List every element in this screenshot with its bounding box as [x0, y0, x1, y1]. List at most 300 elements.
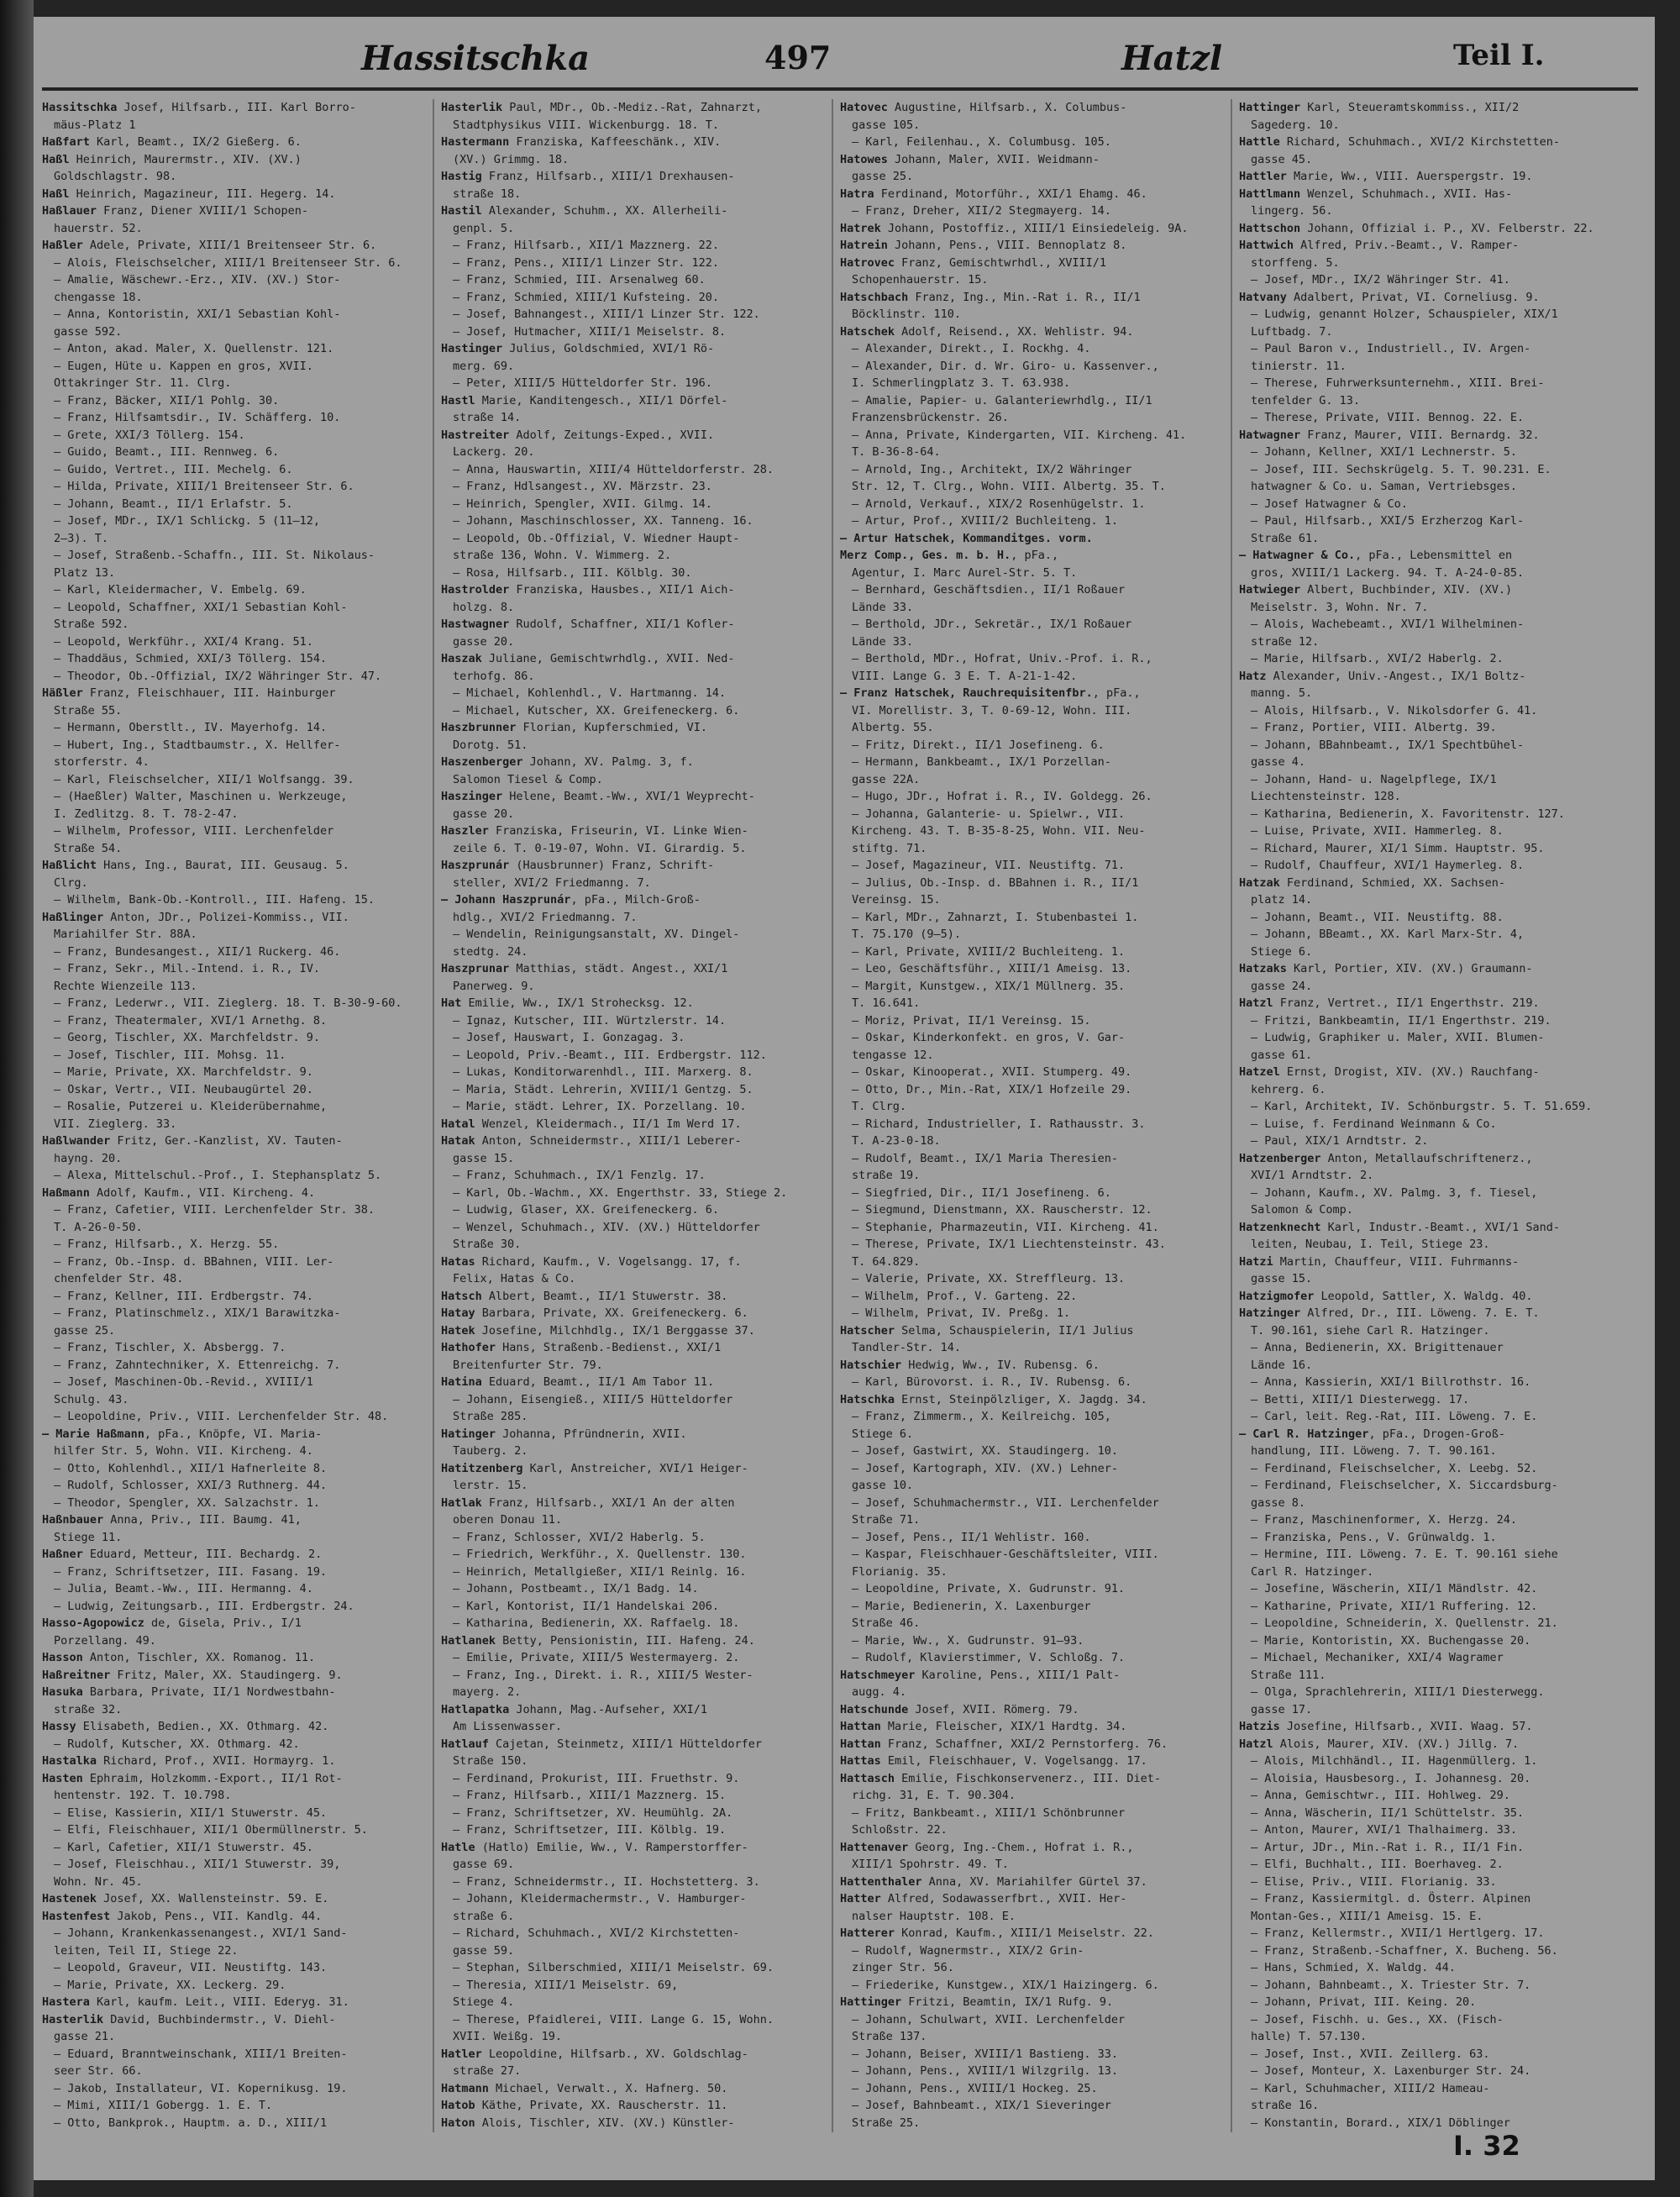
directory-entry-line: [441, 1081, 819, 1099]
entry-details: Goldschlagstr. 98.: [54, 170, 177, 183]
entry-details: Lände 16.: [1251, 1358, 1313, 1372]
entry-details: Porzellang. 49.: [54, 1633, 156, 1648]
entry-details: gasse 59.: [453, 1943, 515, 1958]
directory-entry-line: [840, 1185, 1218, 1202]
directory-entry-line: [1239, 2097, 1625, 2115]
directory-entry-line: [42, 1598, 420, 1616]
directory-entry-line: [1239, 1787, 1625, 1805]
directory-entry: [1239, 1718, 1625, 1736]
directory-entry-line: [441, 1185, 819, 1202]
entry-surname: Hastenek: [42, 1892, 97, 1905]
entry-details: — Anna, Gemischtwr., III. Hohlweg. 29.: [1251, 1789, 1510, 1802]
directory-entry-line: [1239, 2046, 1625, 2063]
directory-entry: [840, 255, 1218, 272]
directory-entry-line: [42, 668, 420, 686]
entry-details: manng. 5.: [1251, 686, 1313, 700]
entry-details: — Friedrich, Werkführ., X. Quellenstr. 130.: [453, 1548, 747, 1561]
directory-entry: [441, 1254, 819, 1271]
directory-entry-line: [441, 496, 819, 513]
directory-entry-line: [1239, 1667, 1625, 1685]
directory-entry-line: [840, 461, 1218, 479]
directory-entry: [441, 2115, 819, 2132]
directory-entry-line: [441, 2131, 819, 2132]
directory-entry-line: [441, 1408, 819, 1426]
directory-entry-line: [1239, 737, 1625, 754]
entry-details: Paul, MDr., Ob.-Mediz.-Rat, Zahnarzt,: [502, 101, 763, 114]
directory-entry: [1239, 220, 1625, 238]
entry-details: Heinrich, Magazineur, III. Hegerg. 14.: [69, 187, 336, 201]
entry-details: — Grete, XXI/3 Töllerg. 154.: [54, 428, 245, 442]
directory-entry: [42, 1649, 420, 1667]
entry-details: — Hermann, Oberstlt., IV. Mayerhofg. 14.: [54, 721, 328, 734]
entry-surname: Haßfart: [42, 135, 90, 149]
directory-entry-line: [42, 1029, 420, 1047]
entry-details: gasse 22A.: [852, 772, 921, 786]
directory-page: [34, 17, 1655, 2180]
entry-details: — Josef, Schuhmachermstr., VII. Lerchenfelder: [852, 1495, 1159, 1510]
entry-details: — Johann, Eisengieß., XIII/5 Hütteldorfer: [453, 1392, 733, 1406]
entry-details: — Karl, Fleischselcher, XII/1 Wolfsangg. 39.: [54, 772, 354, 786]
entry-surname: Hastrolder: [441, 583, 510, 597]
directory-entry: [441, 1426, 819, 1443]
directory-entry-line: [441, 255, 819, 272]
entry-details: mäus-Platz 1: [54, 118, 136, 132]
directory-entry-line: [42, 2028, 420, 2046]
entry-details: — Franz, Schuhmach., IX/1 Fenzlg. 17.: [453, 1169, 706, 1182]
directory-entry-line: [441, 702, 819, 720]
entry-details: Straße 61.: [1251, 531, 1320, 545]
directory-entry-line: [1239, 1701, 1625, 1719]
entry-surname: — Artur Hatschek, Kommanditges. vorm.: [840, 531, 1093, 545]
directory-entry: [441, 99, 819, 117]
entry-details: — Franz, Zimmerm., X. Keilreichg. 105,: [852, 1410, 1111, 1423]
entry-details: — Franz, Kassiermitgl. d. Österr. Alpinen: [1251, 1892, 1531, 1905]
directory-entry-line: [840, 1254, 1218, 1271]
entry-details: storffeng. 5.: [1251, 255, 1340, 270]
entry-details: Stiege 11.: [54, 1530, 123, 1544]
entry-surname: Hatzenknecht: [1239, 1220, 1321, 1234]
directory-entry-line: [1239, 1856, 1625, 1874]
directory-entry: [441, 1116, 819, 1133]
entry-details: — Berthold, JDr., Sekretär., IX/1 Roßauer: [852, 618, 1132, 631]
entry-details: — Franz, Pens., XIII/1 Linzer Str. 122.: [453, 255, 719, 270]
directory-entry-line: [1239, 1339, 1625, 1357]
entry-details: — Franz, Bundesangest., XII/1 Ruckerg. 46.: [54, 944, 341, 959]
directory-entry: [42, 2011, 420, 2029]
directory-entry-line: [1239, 2028, 1625, 2046]
adjacent-page-edge: [0, 0, 34, 2197]
entry-details: — Johann, Beamt., II/1 Erlafstr. 5.: [54, 497, 293, 511]
entry-details: Barbara, Private, II/1 Nordwestbahn-: [82, 1685, 336, 1699]
directory-entry-line: [42, 1064, 420, 1081]
directory-entry-line: [441, 1236, 819, 1254]
entry-details: — Johann, Krankenkassenangest., XVI/1 Sand-: [54, 1926, 348, 1940]
entry-details: Franz, Hilfsarb., XIII/1 Drexhausen-: [481, 170, 735, 183]
entry-details: — Maria, Städt. Lehrerin, XVIII/1 Gentzg. 5.: [453, 1082, 753, 1096]
entry-details: — Berthold, MDr., Hofrat, Univ.-Prof. i. R.,: [852, 652, 1152, 665]
entry-details: — Johann, Postbeamt., IX/1 Badg. 14.: [453, 1582, 699, 1595]
directory-entry: [840, 1667, 1218, 1685]
directory-entry-line: [1239, 1495, 1625, 1512]
entry-details: straße 14.: [453, 411, 522, 424]
entry-details: — Josef Hatwagner & Co.: [1251, 497, 1408, 511]
directory-entry-line: [42, 409, 420, 427]
entry-details: augg. 4.: [852, 1685, 907, 1699]
directory-entry-line: [42, 891, 420, 909]
entry-details: — Johann, Hand- u. Nagelpflege, IX/1: [1251, 772, 1497, 786]
directory-entry: [42, 1667, 420, 1685]
directory-entry-line: [1239, 202, 1625, 220]
directory-entry-line: [441, 1150, 819, 1168]
directory-entry-line: [441, 1805, 819, 1822]
entry-details: lingerg. 56.: [1251, 204, 1333, 218]
entry-details: de, Gisela, Priv., I/1: [144, 1616, 302, 1630]
directory-entry-line: [1239, 943, 1625, 961]
entry-details: gasse 4.: [1251, 755, 1306, 769]
entry-details: XIII/1 Spohrstr. 49. T.: [852, 1858, 1009, 1871]
entry-details: — Anna, Wäscherin, II/1 Schüttelstr. 35.: [1251, 1805, 1525, 1820]
directory-entry-line: [441, 2011, 819, 2029]
entry-details: Helene, Beamt.-Ww., XVI/1 Weyprecht-: [502, 790, 755, 803]
header-rule: [42, 87, 1638, 91]
entry-details: — Emilie, Private, XIII/5 Westermayerg. 2.: [453, 1651, 740, 1664]
entry-surname: Haßmann: [42, 1185, 90, 1200]
entry-details: Straße 30.: [453, 1238, 522, 1251]
directory-entry-line: [42, 547, 420, 565]
entry-details: Julius, Goldschmied, XVI/1 Rö-: [502, 342, 715, 355]
entry-details: — Ferdinand, Fleischselcher, X. Siccardsburg-: [1251, 1479, 1558, 1492]
entry-details: Wenzel, Kleidermach., II/1 Im Werd 17.: [475, 1117, 742, 1131]
entry-details: Richard, Schuhmach., XVI/2 Kirchstetten-: [1279, 135, 1561, 149]
entry-details: — Theresia, XIII/1 Meiselstr. 69,: [453, 1978, 679, 1992]
entry-surname: Hatina: [441, 1375, 482, 1389]
entry-details: — Hans, Schmied, X. Waldg. 44.: [1251, 1961, 1456, 1974]
directory-entry-line: [1239, 788, 1625, 806]
entry-surname: Haßlicht: [42, 859, 97, 872]
entry-details: Ernst, Steinpölzliger, X. Jagdg. 34.: [895, 1392, 1147, 1406]
directory-entry: [441, 1133, 819, 1150]
directory-entry-line: [441, 926, 819, 943]
entry-details: Fritzi, Beamtin, IX/1 Rufg. 9.: [901, 1995, 1114, 2009]
directory-entry-line: [441, 1770, 819, 1788]
directory-entry: [840, 1874, 1218, 1891]
entry-details: straße 136, Wohn. V. Wimmerg. 2.: [453, 549, 672, 562]
directory-entry-line: [42, 478, 420, 496]
entry-details: — Anna, Kontoristin, XXI/1 Sebastian Kohl-: [54, 307, 341, 321]
entry-details: — Franz, Schmied, III. Arsenalweg 60.: [453, 273, 706, 286]
entry-details: — Oskar, Kinderkonfekt. en gros, V. Gar-: [852, 1031, 1126, 1044]
entry-details: — Franz, Hilfsarb., XIII/1 Mazznerg. 15.: [453, 1789, 727, 1802]
directory-entry-line: [1239, 271, 1625, 289]
directory-entry-line: [441, 1064, 819, 1081]
entry-details: — Otto, Kohlenhdl., XII/1 Hafnerleite 8.: [54, 1461, 328, 1475]
directory-entry-line: [42, 1254, 420, 1271]
directory-entry: [42, 1426, 420, 1443]
directory-entry-line: [441, 237, 819, 255]
directory-entry-line: [42, 1787, 420, 1805]
entry-details: Clrg.: [54, 875, 88, 890]
entry-details: — Franz, Schriftsetzer, III. Kölblg. 19.: [453, 1823, 727, 1837]
entry-details: — Amalie, Wäschewr.-Erz., XIV. (XV.) Stor-: [54, 273, 341, 286]
entry-details: gasse 61.: [1251, 1048, 1313, 1062]
directory-entry: [441, 427, 819, 444]
directory-entry-line: [42, 633, 420, 651]
entry-surname: Haßlauer: [42, 204, 97, 218]
entry-details: — Johann, Privat, III. Keing. 20.: [1251, 1995, 1477, 2009]
entry-details: stedtg. 24.: [453, 944, 528, 959]
directory-entry-line: [441, 1391, 819, 1409]
directory-entry-line: [1239, 340, 1625, 358]
directory-entry-line: [840, 823, 1218, 840]
entry-details: Liechtensteinstr. 128.: [1251, 790, 1401, 803]
directory-entry-line: [840, 2115, 1218, 2132]
directory-entry: [441, 1339, 819, 1357]
entry-details: handlung, III. Löweng. 7. T. 90.161.: [1251, 1444, 1497, 1458]
entry-details: Straße 137.: [852, 2030, 927, 2043]
directory-entry-line: [441, 1029, 819, 1047]
entry-details: Josef, Hilfsarb., III. Karl Borro-: [117, 101, 356, 114]
directory-entry-line: [840, 1959, 1218, 1977]
entry-details: Franz, Vertret., II/1 Engerthstr. 219.: [1273, 996, 1540, 1010]
entry-details: Barbara, Private, XX. Greifeneckerg. 6.: [475, 1306, 748, 1320]
entry-details: — Leopoldine, Priv., VIII. Lerchenfelder Str. 48.: [54, 1410, 389, 1423]
directory-entry: [1239, 1150, 1625, 1168]
directory-entry-line: [1239, 685, 1625, 702]
directory-entry-line: [840, 891, 1218, 909]
directory-entry: [441, 202, 819, 220]
entry-details: gasse 592.: [54, 324, 123, 339]
entry-surname: Hatschier: [840, 1358, 902, 1372]
directory-entry: [1239, 168, 1625, 186]
directory-entry-line: [840, 1805, 1218, 1822]
directory-entry-line: [42, 788, 420, 806]
entry-details: Stiege 6.: [1251, 944, 1313, 959]
directory-entry: [840, 1925, 1218, 1942]
entry-details: — Rudolf, Kutscher, XX. Othmarg. 42.: [54, 1737, 300, 1751]
entry-details: — Johann, Kleidermachermstr., V. Hamburger-: [453, 1892, 747, 1905]
directory-entry-line: [1239, 1116, 1625, 1133]
directory-entry-line: [840, 1598, 1218, 1616]
entry-details: Vereinsg. 15.: [852, 893, 941, 907]
entry-surname: Hatlapatka: [441, 1702, 510, 1716]
directory-entry-line: [441, 1564, 819, 1581]
entry-details: Agentur, I. Marc Aurel-Str. 5. T.: [852, 565, 1078, 580]
entry-details: — Elfi, Fleischhauer, XII/1 Obermüllnerstr. 5.: [54, 1823, 368, 1837]
entry-details: Betty, Pensionistin, III. Hafeng. 24.: [496, 1633, 755, 1648]
entry-details: — Josef, Gastwirt, XX. Staudingerg. 10.: [852, 1444, 1118, 1458]
entry-details: T. Clrg.: [852, 1100, 907, 1113]
directory-entry-line: [1239, 840, 1625, 858]
entry-surname: Hattle: [1239, 135, 1280, 149]
directory-entry-line: [441, 1994, 819, 2011]
directory-entry: [42, 857, 420, 875]
directory-entry-line: [1239, 1374, 1625, 1391]
entry-surname: Hatrek: [840, 221, 881, 235]
entry-details: Konrad, Kaufm., XIII/1 Meiselstr. 22.: [895, 1926, 1154, 1940]
entry-details: Schloßstr. 22.: [852, 1823, 948, 1837]
entry-details: — Thaddäus, Schmied, XXI/3 Töllerg. 154.: [54, 652, 328, 665]
entry-details: Alois, Tischler, XIV. (XV.) Künstler-: [475, 2116, 735, 2130]
entry-details: — Josef, Maschinen-Ob.-Revid., XVIII/1: [54, 1375, 313, 1389]
entry-details: , pFa.,: [1011, 549, 1059, 562]
entry-details: Eduard, Beamt., II/1 Am Tabor 11.: [481, 1375, 715, 1389]
entry-details: — Fritzi, Bankbeamtin, II/1 Engerthstr. 219.: [1251, 1013, 1551, 1028]
entry-details: Franz, Fleischhauer, III. Hainburger: [82, 686, 336, 700]
directory-entry: [441, 1839, 819, 1857]
directory-entry: [840, 289, 1218, 307]
directory-entry: [1239, 1288, 1625, 1306]
entry-details: Luftbadg. 7.: [1251, 324, 1333, 339]
entry-details: Ernst, Drogist, XIV. (XV.) Rauchfang-: [1279, 1065, 1540, 1079]
entry-details: Michael, Verwalt., X. Hafnerg. 50.: [488, 2081, 728, 2095]
entry-surname: Hasterlik: [441, 101, 503, 114]
entry-details: — Marie, städt. Lehrer, IX. Porzellang. 10.: [453, 1100, 747, 1113]
directory-entry-line: [42, 2131, 420, 2132]
entry-surname: Haßler: [42, 239, 83, 252]
directory-entry-line: [1239, 1098, 1625, 1116]
entry-details: — Theodor, Spengler, XX. Salzachstr. 1.: [54, 1495, 320, 1510]
directory-entry-line: [1239, 1580, 1625, 1598]
entry-details: — Paul Baron v., Industriell., IV. Argen-: [1251, 342, 1531, 355]
entry-details: Selma, Schauspielerin, II/1 Julius: [895, 1323, 1134, 1338]
entry-details: hentenstr. 192. T. 10.798.: [54, 1789, 232, 1802]
directory-entry-line: [441, 2063, 819, 2080]
directory-entry: [1239, 134, 1625, 151]
directory-entry-line: [840, 1047, 1218, 1064]
entry-details: Alfred, Priv.-Beamt., V. Ramper-: [1294, 239, 1520, 252]
directory-entry-line: [42, 1201, 420, 1219]
directory-entry: [441, 581, 819, 599]
directory-entry-line: [42, 1374, 420, 1391]
entry-details: — Karl, Kleidermacher, V. Embelg. 69.: [54, 583, 307, 597]
entry-details: Anton, Schneidermstr., XIII/1 Leberer-: [475, 1134, 742, 1148]
entry-details: Franz, Ing., Min.-Rat i. R., II/1: [908, 290, 1141, 304]
directory-entry-line: [1239, 1753, 1625, 1770]
entry-details: — Fritz, Direkt., II/1 Josefineng. 6.: [852, 738, 1105, 752]
entry-details: Florianig. 35.: [852, 1564, 948, 1579]
entry-details: — Carl, leit. Reg.-Rat, III. Löweng. 7. E.: [1251, 1410, 1538, 1423]
directory-entry: [840, 186, 1218, 203]
entry-details: Franz, Maurer, VIII. Bernardg. 32.: [1300, 428, 1540, 442]
entry-details: — Ignaz, Kutscher, III. Würtzlerstr. 14.: [453, 1013, 727, 1028]
directory-entry-line: [42, 1925, 420, 1942]
directory-entry-line: [840, 1116, 1218, 1133]
entry-surname: Haßreitner: [42, 1668, 111, 1682]
entry-details: , pFa., Milch-Groß-: [570, 893, 701, 907]
directory-entry-line: [840, 599, 1218, 617]
directory-entry-line: [42, 1012, 420, 1030]
entry-details: — Valerie, Private, XX. Streffleurg. 13.: [852, 1272, 1126, 1285]
entry-details: Adolf, Kaufm., VII. Kircheng. 4.: [89, 1185, 316, 1200]
directory-entry-line: [42, 1632, 420, 1650]
entry-surname: Hattan: [840, 1720, 881, 1733]
entry-surname: Hasterlik: [42, 2012, 104, 2026]
directory-entry-line: [1239, 1874, 1625, 1891]
directory-entry-line: [42, 1736, 420, 1753]
entry-surname: Merz Comp., Ges. m. b. H.: [840, 549, 1011, 562]
directory-entry-line: [42, 168, 420, 186]
directory-entry-line: [1239, 1270, 1625, 1288]
directory-entry: [42, 1546, 420, 1564]
entry-details: Stiege 6.: [852, 1427, 914, 1441]
directory-entry-line: [42, 1477, 420, 1495]
entry-details: mayerg. 2.: [453, 1685, 522, 1699]
directory-entry-line: [1239, 1684, 1625, 1701]
directory-entry-line: [1239, 1081, 1625, 1099]
directory-entry-line: [441, 1718, 819, 1736]
entry-details: genpl. 5.: [453, 221, 515, 235]
entry-details: — Wenzel, Schuhmach., XIV. (XV.) Hütteldorfer: [453, 1220, 760, 1234]
entry-details: tenfelder G. 13.: [1251, 393, 1361, 407]
directory-entry-line: [42, 1580, 420, 1598]
directory-entry: [840, 1718, 1218, 1736]
directory-entry-line: [42, 875, 420, 892]
entry-details: Ferdinand, Schmied, XX. Sachsen-: [1279, 875, 1505, 890]
directory-entry-line: [1239, 1443, 1625, 1460]
directory-entry-line: [1239, 117, 1625, 134]
directory-entry-line: [840, 1288, 1218, 1306]
directory-entry-line: [840, 1908, 1218, 1926]
directory-entry-line: [441, 1047, 819, 1064]
entry-details: — Eugen, Hüte u. Kappen en gros, XVII.: [54, 359, 313, 373]
entry-details: Adolf, Zeitungs-Exped., XVII.: [509, 428, 715, 442]
directory-entry-line: [1239, 1959, 1625, 1977]
directory-entry-line: [441, 461, 819, 479]
directory-entry-line: [840, 478, 1218, 496]
entry-details: — Josef, Fischh. u. Ges., XX. (Fisch-: [1251, 2012, 1504, 2026]
directory-entry-line: [441, 512, 819, 530]
entry-surname: Hattasch: [840, 1771, 895, 1785]
directory-entry-line: [1239, 478, 1625, 496]
entry-details: — Guido, Vertret., III. Mechelg. 6.: [54, 462, 293, 476]
entry-details: — Kaspar, Fleischhauer-Geschäftsleiter, VIII.: [852, 1548, 1159, 1561]
directory-entry: [840, 547, 1218, 565]
entry-details: Montan-Ges., XIII/1 Ameisg. 15. E.: [1251, 1909, 1483, 1923]
directory-entry: [441, 1632, 819, 1650]
entry-surname: Hassy: [42, 1720, 76, 1733]
entry-details: David, Buchbindermstr., V. Diehl-: [103, 2012, 336, 2026]
entry-details: Karl, Industr.-Beamt., XVI/1 Sand-: [1320, 1220, 1561, 1234]
entry-details: Mariahilfer Str. 88A.: [54, 928, 197, 941]
entry-details: Anna, Priv., III. Baumg. 41,: [103, 1513, 302, 1527]
entry-details: gros, XVIII/1 Lackerg. 94. T. A-24-0-85.: [1251, 565, 1525, 580]
entry-details: Leopold, Sattler, X. Waldg. 40.: [1314, 1289, 1533, 1303]
entry-details: , pFa., Lebensmittel en: [1355, 549, 1513, 562]
entry-details: straße 12.: [1251, 634, 1320, 649]
directory-entry-line: [840, 1081, 1218, 1099]
entry-details: Fritz, Ger.-Kanzlist, XV. Tauten-: [110, 1134, 343, 1148]
directory-entry: [840, 1701, 1218, 1719]
entry-details: storferstr. 4.: [54, 755, 150, 769]
entry-details: — Paul, Hilfsarb., XXI/5 Erzherzog Karl-: [1251, 514, 1525, 528]
entry-details: — Richard, Industrieller, I. Rathausstr. 3.: [852, 1117, 1146, 1131]
entry-surname: Hatzis: [1239, 1720, 1280, 1733]
entry-details: — Marie, Kontoristin, XX. Buchengasse 20.: [1251, 1633, 1531, 1648]
entry-details: — Paul, XIX/1 Arndtstr. 2.: [1251, 1134, 1429, 1148]
entry-details: gasse 8.: [1251, 1495, 1306, 1510]
entry-details: Cajetan, Steinmetz, XIII/1 Hütteldorfer: [488, 1737, 763, 1751]
directory-entry-line: [441, 1890, 819, 1908]
directory-entry-line: [42, 1874, 420, 1891]
entry-surname: Hatter: [840, 1892, 881, 1905]
directory-entry: [1239, 995, 1625, 1012]
entry-details: Straße 111.: [1251, 1668, 1326, 1682]
directory-entry: [441, 857, 819, 875]
directory-entry-line: [42, 392, 420, 410]
directory-entry-line: [840, 875, 1218, 892]
entry-details: — Margit, Kunstgew., XIX/1 Müllnerg. 35.: [852, 979, 1126, 993]
directory-entry: [42, 237, 420, 255]
